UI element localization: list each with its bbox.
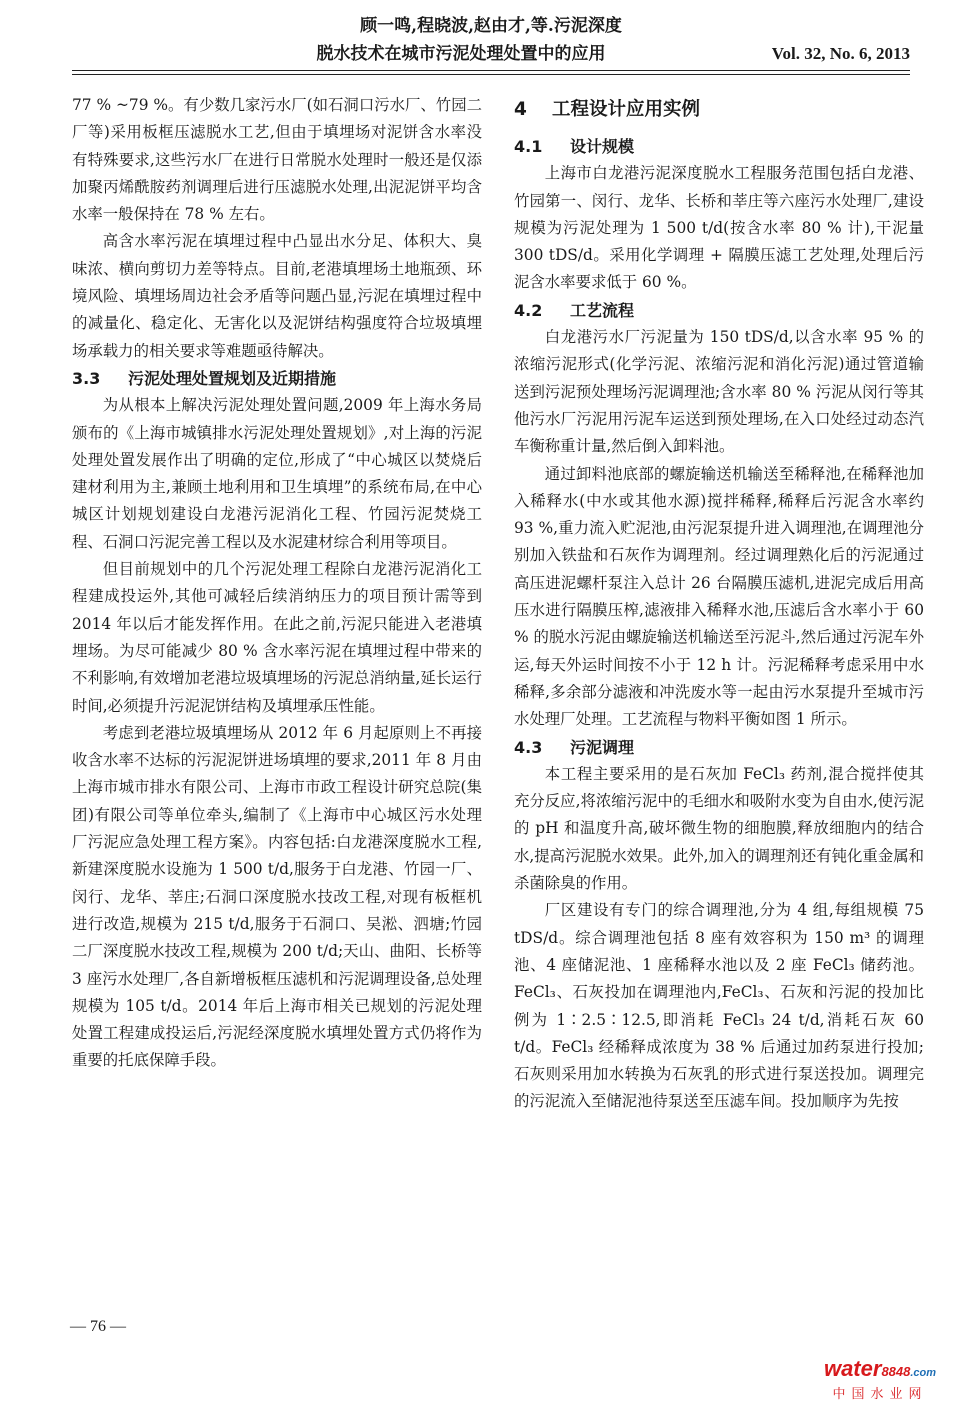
section-number: 3.3 <box>72 368 101 388</box>
page-number: — 76 — <box>70 1318 126 1335</box>
section-number: 4.1 <box>514 137 543 156</box>
header-rule-thin <box>72 74 910 75</box>
section-title: 污泥处理处置规划及近期措施 <box>128 368 337 388</box>
running-header <box>72 12 910 72</box>
paragraph: 但目前规划中的几个污泥处理工程除白龙港污泥消化工程建成投运外,其他可减轻后续消纳压力的项目预计需等到 2014 年以后才能发挥作用。在此之前,污泥只能进入老港填埋场。为尽可能减少 80 % 含水率污泥在填埋过程中带来的不利影响,有效增加老港垃圾填埋场的污泥总消纳量,延长运行时间,必须提升污泥泥饼结构及填埋承压性能。 <box>72 560 482 715</box>
logo-chinese-name: 中国水业网 <box>832 1387 928 1402</box>
right-column <box>514 92 924 1116</box>
paragraph: 高含水率污泥在填埋过程中凸显出水分足、体积大、臭味浓、横向剪切力差等特点。目前,老港填埋场土地瓶颈、环境风险、填埋场周边社会矛盾等问题凸显,污泥在填埋过程中的减量化、稳定化、无害化以及泥饼结构强度符合垃圾填埋场承载力的相关要求等难题亟待解决。 <box>72 232 482 360</box>
section-number: 4.3 <box>514 737 543 757</box>
section-heading-4-2 <box>514 297 924 324</box>
site-logo <box>810 1356 950 1406</box>
paragraph: 白龙港污水厂污泥量为 150 tDS/d,以含水率 95 % 的浓缩污泥形式(化学污泥、浓缩污泥和消化污泥)通过管道输送到污泥预处理场污泥调理池;含水率 80 % 污泥从闵行等其他污水厂污泥用污泥车运送到预处理场,在入口处经过动态汽车衡称重计量,然后倒入卸料池。 <box>514 328 924 456</box>
header-article-title: 脱水技术在城市污泥处理处置中的应用 <box>316 44 606 64</box>
logo-wordmark: water8848.com <box>823 1356 937 1381</box>
header-rule-thick <box>72 70 910 71</box>
section-heading-4 <box>514 96 924 123</box>
paragraph: 厂区建设有专门的综合调理池,分为 4 组,每组规模 75 tDS/d。综合调理池包括 8 座有效容积为 150 m³ 的调理池、4 座储泥池、1 座稀释水池以及 2 座 FeCl₃ 储药池。FeCl₃、石灰投加在调理池内,FeCl₃、石灰和污泥的投加比例为 1∶2.5∶12.5,即消耗 FeCl₃ 24 t/d,消耗石灰 60 t/d。FeCl₃ 经稀释成浓度为 38 % 后通过加药泵进行投加;石灰则采用加水转换为石灰乳的形式进行泵送投加。调理完的污泥流入至储泥池待泵送至压滤车间。投加顺序为先按 <box>514 901 924 1111</box>
paragraph: 本工程主要采用的是石灰加 FeCl₃ 药剂,混合搅拌使其充分反应,将浓缩污泥中的毛细水和吸附水变为自由水,使污泥的 pH 和温度升高,破坏微生物的细胞膜,释放细胞内的结合水,提高污泥脱水效果。此外,加入的调理剂还有钝化重金属和杀菌除臭的作用。 <box>514 764 924 893</box>
paragraph: 为从根本上解决污泥处理处置问题,2009 年上海水务局颁布的《上海市城镇排水污泥处理处置规划》,对上海的污泥处理处置发展作出了明确的定位,形成了“中心城区以焚烧后建材利用为主,兼顾土地利用和卫生填埋”的系统布局,在中心城区计划规划建设白龙港污泥消化工程、竹园污泥焚烧工程、石洞口污泥完善工程以及水泥建材综合利用等项目。 <box>72 396 482 551</box>
section-title: 工艺流程 <box>570 300 635 320</box>
left-column <box>72 92 482 1075</box>
paragraph: 77 % ~79 %。有少数几家污水厂(如石洞口污水厂、竹园二厂等)采用板框压滤脱水工艺,但由于填埋场对泥饼含水率没有特殊要求,这些污水厂在进行日常脱水处理时一般还是仅添加聚丙烯酰胺药剂调理后进行压滤脱水处理,出泥泥饼平均含水率一般保持在 78 % 左右。 <box>72 96 482 224</box>
section-heading-3-3 <box>72 365 482 392</box>
paragraph: 通过卸料池底部的螺旋输送机输送至稀释池,在稀释池加入稀释水(中水或其他水源)搅拌稀释,稀释后污泥含水率约 93 %,重力流入贮泥池,由污泥泵提升进入调理池,在调理池分别加入铁盐和石灰作为调理剂。经过调理熟化后的污泥通过高压进泥螺杆泵注入总计 26 台隔膜压滤机,进泥完成后用高压水进行隔膜压榨,滤液排入稀释水池,压滤后含水率小于 60 % 的脱水污泥由螺旋输送机输送至污泥斗,然后通过污泥车外运,每天外运时间按不小于 12 h 计。污泥稀释考虑采用中水稀释,多余部分滤液和冲洗废水等一起由污水泵提升至城市污水处理厂处理。工艺流程与物料平衡如图 1 所示。 <box>514 464 924 729</box>
header-authors-title: 顾一鸣,程晓波,赵由才,等.污泥深度 <box>360 16 622 36</box>
paragraph: 上海市白龙港污泥深度脱水工程服务范围包括白龙港、竹园第一、闵行、龙华、长桥和莘庄等六座污水处理厂,建设规模为污泥处理为 1 500 t/d(按含水率 80 % 计),干泥量 300 tDS/d。采用化学调理 + 隔膜压滤工艺处理,处理后污泥含水率要求低于 60 %。 <box>514 164 924 292</box>
section-title: 设计规模 <box>570 137 635 156</box>
section-number: 4 <box>514 99 527 120</box>
section-title: 工程设计应用实例 <box>552 99 701 120</box>
paragraph: 考虑到老港垃圾填埋场从 2012 年 6 月起原则上不再接收含水率不达标的污泥泥饼进场填埋的要求,2011 年 8 月由上海市城市排水有限公司、上海市市政工程设计研究总院(集团)有限公司等单位牵头,编制了《上海市中心城区污水处理厂污泥应急处理工程方案》。内容包括:白龙港深度脱水工程,新建深度脱水设施为 1 500 t/d,服务于白龙港、竹园一厂、闵行、龙华、莘庄;石洞口深度脱水技改工程,对现有板框机进行改造,规模为 215 t/d,服务于石洞口、吴淞、泗塘;竹园二厂深度脱水技改工程,规模为 200 t/d;天山、曲阳、长桥等 3 座污水处理厂,各自新增板框压滤机和污泥调理设备,总处理规模为 105 t/d。2014 年后上海市相关已规划的污泥处理处置工程建成投运后,污泥经深度脱水填埋处置方式仍将作为重要的托底保障手段。 <box>72 723 482 1070</box>
section-title: 污泥调理 <box>570 737 635 757</box>
section-number: 4.2 <box>514 300 543 320</box>
section-heading-4-3 <box>514 734 924 761</box>
header-volume: Vol. 32, No. 6, 2013 <box>771 44 910 63</box>
section-heading-4-1 <box>514 133 924 160</box>
